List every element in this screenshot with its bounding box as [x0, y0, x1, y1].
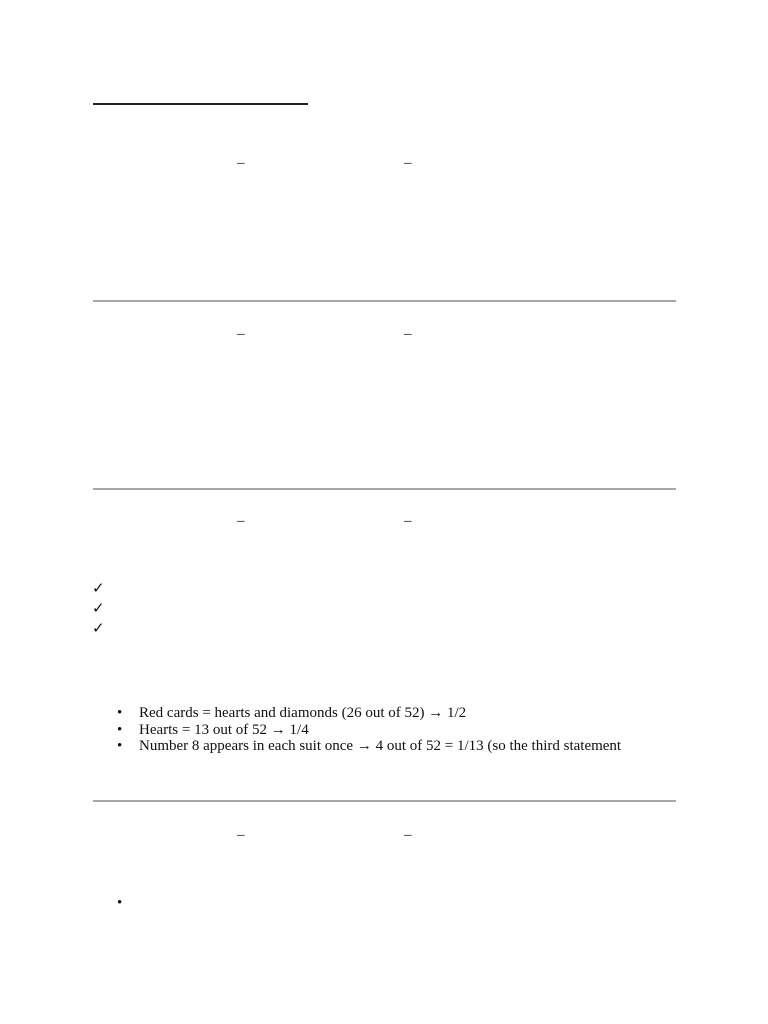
section-2-dash-left: – — [237, 326, 245, 342]
checkmark-icon: ✓ — [92, 621, 105, 637]
probability-bullet-list — [117, 705, 621, 755]
section-3-dash-left: – — [237, 513, 245, 529]
list-item: • Hearts = 13 out of 52 → 1/4 — [117, 722, 621, 739]
list-item: • Red cards = hearts and diamonds (26 out of 52) → 1/2 — [117, 705, 621, 722]
checkmark-icon: ✓ — [92, 581, 105, 597]
bullet-marker: • — [117, 895, 123, 911]
section-4-dash-right: – — [404, 827, 412, 843]
section-1-dash-right: – — [404, 155, 412, 171]
section-4-dash-left: – — [237, 827, 245, 843]
section-divider-1 — [93, 300, 676, 302]
section-divider-2 — [93, 488, 676, 490]
section-1-dash-left: – — [237, 155, 245, 171]
section-2-dash-right: – — [404, 326, 412, 342]
section-3-dash-right: – — [404, 513, 412, 529]
title-underline — [93, 103, 308, 105]
section-divider-3 — [93, 800, 676, 802]
list-item: • Number 8 appears in each suit once → 4 out of 52 = 1/13 (so the third statement — [117, 738, 621, 755]
checkmark-icon: ✓ — [92, 601, 105, 617]
